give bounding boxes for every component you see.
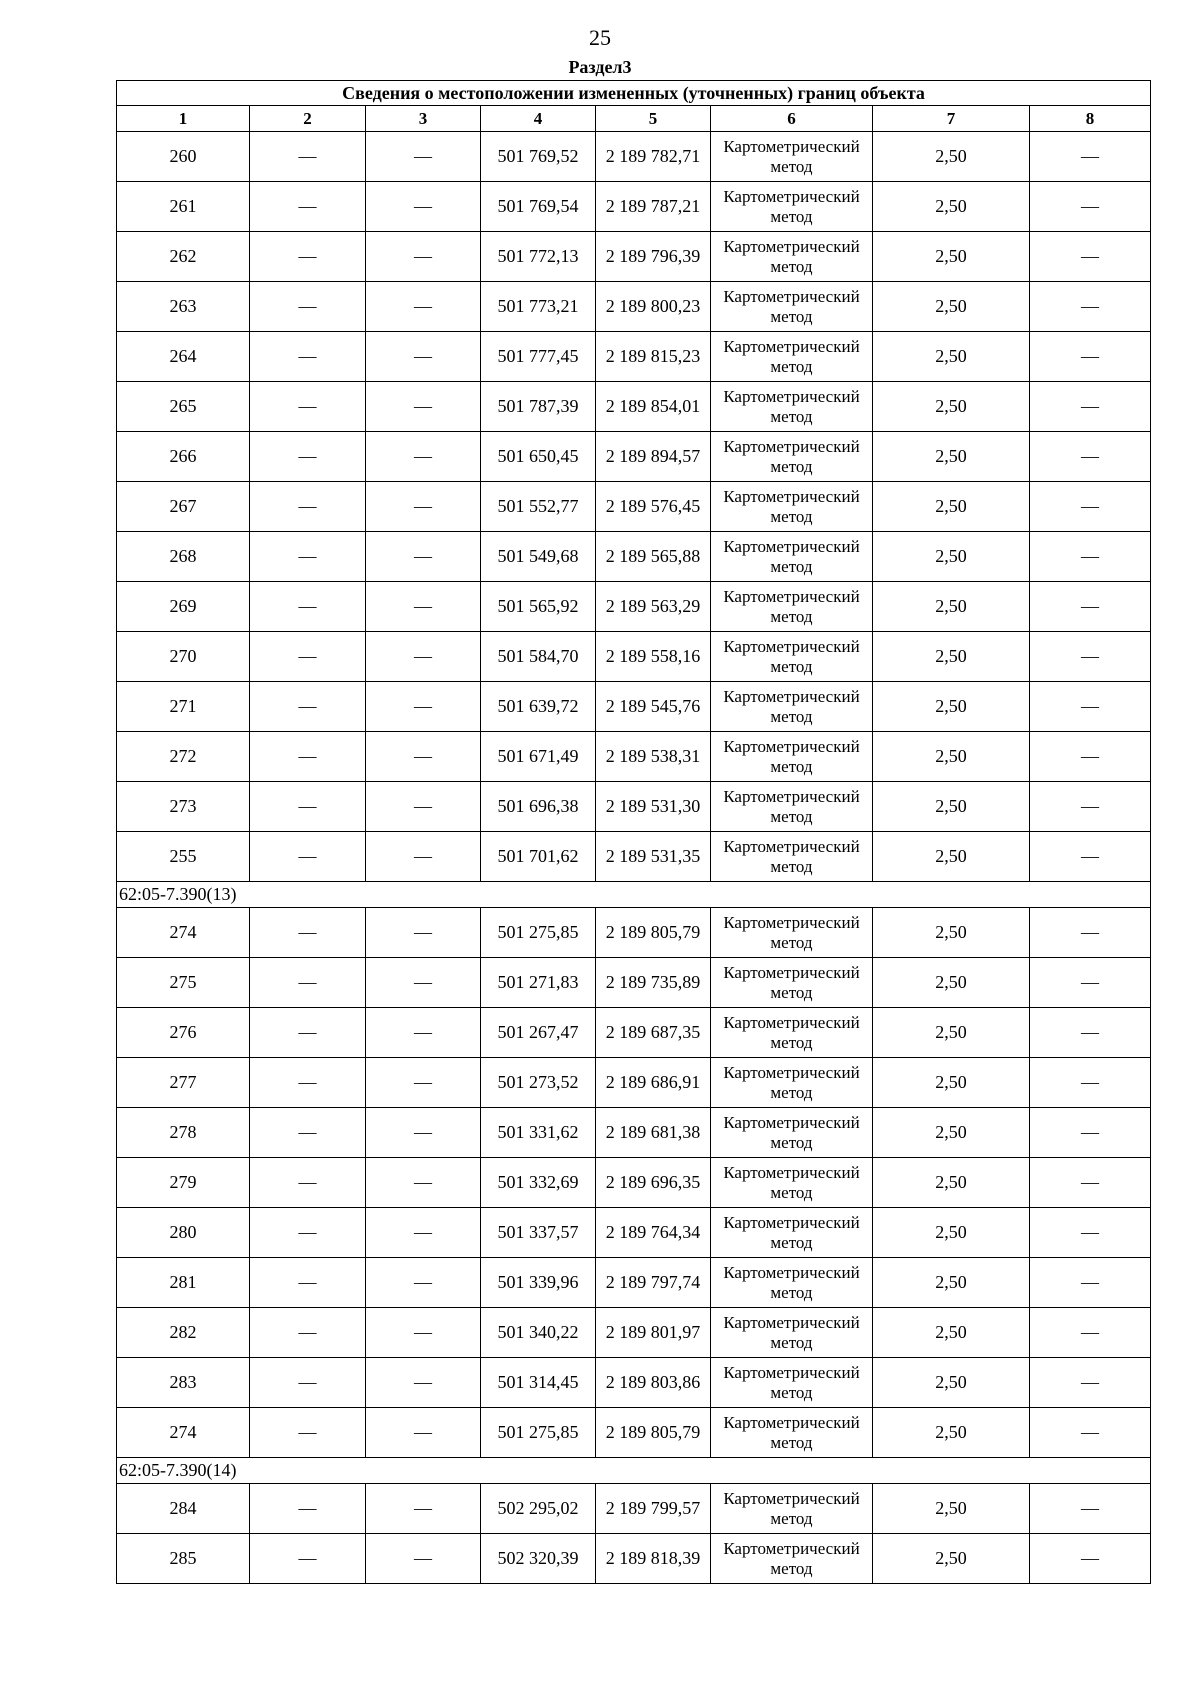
col8-cell: — xyxy=(1030,908,1151,958)
x-coordinate-cell: 501 271,83 xyxy=(481,958,596,1008)
accuracy-cell: 2,50 xyxy=(873,332,1030,382)
col8-cell: — xyxy=(1030,232,1151,282)
table-row xyxy=(117,782,1151,832)
y-coordinate-cell: 2 189 558,16 xyxy=(596,632,711,682)
method-cell: Картометрический метод xyxy=(711,182,873,232)
table-row xyxy=(117,832,1151,882)
accuracy-cell: 2,50 xyxy=(873,1258,1030,1308)
col3-cell: — xyxy=(366,382,481,432)
x-coordinate-cell: 501 696,38 xyxy=(481,782,596,832)
table-row xyxy=(117,132,1151,182)
x-coordinate-cell: 501 769,52 xyxy=(481,132,596,182)
column-number: 3 xyxy=(366,106,481,132)
x-coordinate-cell: 501 584,70 xyxy=(481,632,596,682)
y-coordinate-cell: 2 189 805,79 xyxy=(596,1408,711,1458)
table-caption: Сведения о местоположении измененных (уточненных) границ объекта xyxy=(117,81,1151,106)
y-coordinate-cell: 2 189 696,35 xyxy=(596,1158,711,1208)
col3-cell: — xyxy=(366,1258,481,1308)
x-coordinate-cell: 501 701,62 xyxy=(481,832,596,882)
method-cell: Картометрический метод xyxy=(711,908,873,958)
col3-cell: — xyxy=(366,958,481,1008)
col3-cell: — xyxy=(366,482,481,532)
point-number-cell: 275 xyxy=(117,958,250,1008)
col2-cell: — xyxy=(250,232,366,282)
col2-cell: — xyxy=(250,908,366,958)
point-number-cell: 255 xyxy=(117,832,250,882)
method-cell: Картометрический метод xyxy=(711,582,873,632)
table-row xyxy=(117,432,1151,482)
y-coordinate-cell: 2 189 576,45 xyxy=(596,482,711,532)
col8-cell: — xyxy=(1030,1008,1151,1058)
method-cell: Картометрический метод xyxy=(711,1308,873,1358)
col3-cell: — xyxy=(366,1208,481,1258)
y-coordinate-cell: 2 189 799,57 xyxy=(596,1484,711,1534)
x-coordinate-cell: 501 332,69 xyxy=(481,1158,596,1208)
col2-cell: — xyxy=(250,1208,366,1258)
column-number: 1 xyxy=(117,106,250,132)
method-cell: Картометрический метод xyxy=(711,482,873,532)
method-cell: Картометрический метод xyxy=(711,1408,873,1458)
col3-cell: — xyxy=(366,1308,481,1358)
y-coordinate-cell: 2 189 796,39 xyxy=(596,232,711,282)
point-number-cell: 285 xyxy=(117,1534,250,1584)
x-coordinate-cell: 501 639,72 xyxy=(481,682,596,732)
col8-cell: — xyxy=(1030,1484,1151,1534)
y-coordinate-cell: 2 189 687,35 xyxy=(596,1008,711,1058)
method-cell: Картометрический метод xyxy=(711,1484,873,1534)
col2-cell: — xyxy=(250,958,366,1008)
col8-cell: — xyxy=(1030,432,1151,482)
col2-cell: — xyxy=(250,182,366,232)
point-number-cell: 274 xyxy=(117,1408,250,1458)
table-row xyxy=(117,1484,1151,1534)
y-coordinate-cell: 2 189 801,97 xyxy=(596,1308,711,1358)
method-cell: Картометрический метод xyxy=(711,832,873,882)
col3-cell: — xyxy=(366,1484,481,1534)
column-number: 4 xyxy=(481,106,596,132)
col2-cell: — xyxy=(250,332,366,382)
col8-cell: — xyxy=(1030,382,1151,432)
column-number: 7 xyxy=(873,106,1030,132)
col3-cell: — xyxy=(366,432,481,482)
method-cell: Картометрический метод xyxy=(711,282,873,332)
col2-cell: — xyxy=(250,782,366,832)
col8-cell: — xyxy=(1030,682,1151,732)
point-number-cell: 268 xyxy=(117,532,250,582)
col3-cell: — xyxy=(366,1408,481,1458)
section-title: Раздел3 xyxy=(568,57,632,77)
point-number-cell: 281 xyxy=(117,1258,250,1308)
table-row xyxy=(117,1058,1151,1108)
col8-cell: — xyxy=(1030,1308,1151,1358)
col2-cell: — xyxy=(250,1408,366,1458)
method-cell: Картометрический метод xyxy=(711,632,873,682)
point-number-cell: 263 xyxy=(117,282,250,332)
point-number-cell: 260 xyxy=(117,132,250,182)
method-cell: Картометрический метод xyxy=(711,1358,873,1408)
y-coordinate-cell: 2 189 735,89 xyxy=(596,958,711,1008)
accuracy-cell: 2,50 xyxy=(873,1208,1030,1258)
column-number: 2 xyxy=(250,106,366,132)
table-row xyxy=(117,1008,1151,1058)
column-number: 5 xyxy=(596,106,711,132)
point-number-cell: 269 xyxy=(117,582,250,632)
col2-cell: — xyxy=(250,1358,366,1408)
table-row xyxy=(117,1258,1151,1308)
col3-cell: — xyxy=(366,908,481,958)
page-number: 25 xyxy=(589,25,611,50)
table-row xyxy=(117,1534,1151,1584)
col2-cell: — xyxy=(250,1108,366,1158)
col3-cell: — xyxy=(366,732,481,782)
col2-cell: — xyxy=(250,532,366,582)
accuracy-cell: 2,50 xyxy=(873,232,1030,282)
y-coordinate-cell: 2 189 854,01 xyxy=(596,382,711,432)
point-number-cell: 261 xyxy=(117,182,250,232)
table-row xyxy=(117,1358,1151,1408)
group-label: 62:05-7.390(13) xyxy=(117,882,1151,908)
x-coordinate-cell: 501 339,96 xyxy=(481,1258,596,1308)
col8-cell: — xyxy=(1030,1358,1151,1408)
col3-cell: — xyxy=(366,582,481,632)
group-header-row xyxy=(117,882,1151,908)
col8-cell: — xyxy=(1030,1108,1151,1158)
accuracy-cell: 2,50 xyxy=(873,432,1030,482)
x-coordinate-cell: 501 331,62 xyxy=(481,1108,596,1158)
point-number-cell: 271 xyxy=(117,682,250,732)
col2-cell: — xyxy=(250,832,366,882)
x-coordinate-cell: 501 772,13 xyxy=(481,232,596,282)
col2-cell: — xyxy=(250,1008,366,1058)
y-coordinate-cell: 2 189 803,86 xyxy=(596,1358,711,1408)
column-number: 8 xyxy=(1030,106,1151,132)
col2-cell: — xyxy=(250,582,366,632)
col8-cell: — xyxy=(1030,1534,1151,1584)
y-coordinate-cell: 2 189 531,30 xyxy=(596,782,711,832)
group-header-row xyxy=(117,1458,1151,1484)
y-coordinate-cell: 2 189 797,74 xyxy=(596,1258,711,1308)
table-row xyxy=(117,1108,1151,1158)
y-coordinate-cell: 2 189 565,88 xyxy=(596,532,711,582)
table-row xyxy=(117,532,1151,582)
method-cell: Картометрический метод xyxy=(711,382,873,432)
x-coordinate-cell: 501 773,21 xyxy=(481,282,596,332)
accuracy-cell: 2,50 xyxy=(873,782,1030,832)
accuracy-cell: 2,50 xyxy=(873,1408,1030,1458)
x-coordinate-cell: 501 552,77 xyxy=(481,482,596,532)
x-coordinate-cell: 501 650,45 xyxy=(481,432,596,482)
method-cell: Картометрический метод xyxy=(711,132,873,182)
method-cell: Картометрический метод xyxy=(711,1258,873,1308)
x-coordinate-cell: 502 295,02 xyxy=(481,1484,596,1534)
col3-cell: — xyxy=(366,832,481,882)
col8-cell: — xyxy=(1030,182,1151,232)
y-coordinate-cell: 2 189 538,31 xyxy=(596,732,711,782)
boundary-coordinates-table xyxy=(116,80,1151,1584)
accuracy-cell: 2,50 xyxy=(873,482,1030,532)
accuracy-cell: 2,50 xyxy=(873,1108,1030,1158)
col8-cell: — xyxy=(1030,282,1151,332)
col2-cell: — xyxy=(250,1058,366,1108)
method-cell: Картометрический метод xyxy=(711,1158,873,1208)
accuracy-cell: 2,50 xyxy=(873,1008,1030,1058)
accuracy-cell: 2,50 xyxy=(873,182,1030,232)
col8-cell: — xyxy=(1030,132,1151,182)
point-number-cell: 273 xyxy=(117,782,250,832)
col8-cell: — xyxy=(1030,532,1151,582)
col3-cell: — xyxy=(366,1108,481,1158)
method-cell: Картометрический метод xyxy=(711,232,873,282)
table-row xyxy=(117,1158,1151,1208)
col2-cell: — xyxy=(250,632,366,682)
y-coordinate-cell: 2 189 764,34 xyxy=(596,1208,711,1258)
col8-cell: — xyxy=(1030,732,1151,782)
method-cell: Картометрический метод xyxy=(711,532,873,582)
y-coordinate-cell: 2 189 805,79 xyxy=(596,908,711,958)
method-cell: Картометрический метод xyxy=(711,732,873,782)
x-coordinate-cell: 501 769,54 xyxy=(481,182,596,232)
col2-cell: — xyxy=(250,732,366,782)
col8-cell: — xyxy=(1030,1158,1151,1208)
col8-cell: — xyxy=(1030,1058,1151,1108)
x-coordinate-cell: 501 787,39 xyxy=(481,382,596,432)
accuracy-cell: 2,50 xyxy=(873,1534,1030,1584)
y-coordinate-cell: 2 189 800,23 xyxy=(596,282,711,332)
point-number-cell: 283 xyxy=(117,1358,250,1408)
group-label: 62:05-7.390(14) xyxy=(117,1458,1151,1484)
col3-cell: — xyxy=(366,632,481,682)
point-number-cell: 262 xyxy=(117,232,250,282)
method-cell: Картометрический метод xyxy=(711,1008,873,1058)
col8-cell: — xyxy=(1030,582,1151,632)
col8-cell: — xyxy=(1030,782,1151,832)
col3-cell: — xyxy=(366,1534,481,1584)
method-cell: Картометрический метод xyxy=(711,1208,873,1258)
x-coordinate-cell: 501 273,52 xyxy=(481,1058,596,1108)
y-coordinate-cell: 2 189 531,35 xyxy=(596,832,711,882)
col3-cell: — xyxy=(366,1358,481,1408)
method-cell: Картометрический метод xyxy=(711,1058,873,1108)
accuracy-cell: 2,50 xyxy=(873,1058,1030,1108)
method-cell: Картометрический метод xyxy=(711,332,873,382)
col3-cell: — xyxy=(366,132,481,182)
table-row xyxy=(117,182,1151,232)
accuracy-cell: 2,50 xyxy=(873,1358,1030,1408)
accuracy-cell: 2,50 xyxy=(873,682,1030,732)
point-number-cell: 272 xyxy=(117,732,250,782)
table-row xyxy=(117,382,1151,432)
y-coordinate-cell: 2 189 545,76 xyxy=(596,682,711,732)
x-coordinate-cell: 501 565,92 xyxy=(481,582,596,632)
accuracy-cell: 2,50 xyxy=(873,1308,1030,1358)
x-coordinate-cell: 501 275,85 xyxy=(481,908,596,958)
col3-cell: — xyxy=(366,1158,481,1208)
point-number-cell: 280 xyxy=(117,1208,250,1258)
col8-cell: — xyxy=(1030,332,1151,382)
point-number-cell: 276 xyxy=(117,1008,250,1058)
y-coordinate-cell: 2 189 681,38 xyxy=(596,1108,711,1158)
col3-cell: — xyxy=(366,682,481,732)
accuracy-cell: 2,50 xyxy=(873,132,1030,182)
y-coordinate-cell: 2 189 815,23 xyxy=(596,332,711,382)
col3-cell: — xyxy=(366,232,481,282)
table-row xyxy=(117,332,1151,382)
y-coordinate-cell: 2 189 782,71 xyxy=(596,132,711,182)
method-cell: Картометрический метод xyxy=(711,958,873,1008)
table-row xyxy=(117,908,1151,958)
x-coordinate-cell: 502 320,39 xyxy=(481,1534,596,1584)
accuracy-cell: 2,50 xyxy=(873,732,1030,782)
column-number-row xyxy=(117,106,1151,132)
table-row xyxy=(117,582,1151,632)
col2-cell: — xyxy=(250,682,366,732)
point-number-cell: 284 xyxy=(117,1484,250,1534)
accuracy-cell: 2,50 xyxy=(873,382,1030,432)
y-coordinate-cell: 2 189 686,91 xyxy=(596,1058,711,1108)
table-body xyxy=(117,132,1151,1584)
x-coordinate-cell: 501 275,85 xyxy=(481,1408,596,1458)
x-coordinate-cell: 501 267,47 xyxy=(481,1008,596,1058)
col2-cell: — xyxy=(250,132,366,182)
accuracy-cell: 2,50 xyxy=(873,908,1030,958)
col2-cell: — xyxy=(250,482,366,532)
col3-cell: — xyxy=(366,282,481,332)
table-row xyxy=(117,1208,1151,1258)
y-coordinate-cell: 2 189 894,57 xyxy=(596,432,711,482)
accuracy-cell: 2,50 xyxy=(873,632,1030,682)
method-cell: Картометрический метод xyxy=(711,682,873,732)
col3-cell: — xyxy=(366,532,481,582)
point-number-cell: 266 xyxy=(117,432,250,482)
column-number: 6 xyxy=(711,106,873,132)
col2-cell: — xyxy=(250,1158,366,1208)
table-row xyxy=(117,958,1151,1008)
x-coordinate-cell: 501 340,22 xyxy=(481,1308,596,1358)
table-caption-row xyxy=(117,81,1151,106)
table-row xyxy=(117,282,1151,332)
accuracy-cell: 2,50 xyxy=(873,282,1030,332)
col8-cell: — xyxy=(1030,832,1151,882)
col8-cell: — xyxy=(1030,632,1151,682)
table-row xyxy=(117,1408,1151,1458)
point-number-cell: 264 xyxy=(117,332,250,382)
col8-cell: — xyxy=(1030,1208,1151,1258)
y-coordinate-cell: 2 189 563,29 xyxy=(596,582,711,632)
x-coordinate-cell: 501 337,57 xyxy=(481,1208,596,1258)
col8-cell: — xyxy=(1030,1258,1151,1308)
point-number-cell: 277 xyxy=(117,1058,250,1108)
col8-cell: — xyxy=(1030,958,1151,1008)
table-row xyxy=(117,1308,1151,1358)
col8-cell: — xyxy=(1030,482,1151,532)
method-cell: Картометрический метод xyxy=(711,432,873,482)
col3-cell: — xyxy=(366,182,481,232)
col2-cell: — xyxy=(250,432,366,482)
point-number-cell: 282 xyxy=(117,1308,250,1358)
x-coordinate-cell: 501 549,68 xyxy=(481,532,596,582)
col3-cell: — xyxy=(366,782,481,832)
x-coordinate-cell: 501 777,45 xyxy=(481,332,596,382)
table-row xyxy=(117,732,1151,782)
point-number-cell: 265 xyxy=(117,382,250,432)
method-cell: Картометрический метод xyxy=(711,1108,873,1158)
point-number-cell: 279 xyxy=(117,1158,250,1208)
accuracy-cell: 2,50 xyxy=(873,832,1030,882)
table-row xyxy=(117,482,1151,532)
table-row xyxy=(117,632,1151,682)
y-coordinate-cell: 2 189 787,21 xyxy=(596,182,711,232)
accuracy-cell: 2,50 xyxy=(873,1484,1030,1534)
col2-cell: — xyxy=(250,1308,366,1358)
point-number-cell: 267 xyxy=(117,482,250,532)
col2-cell: — xyxy=(250,1534,366,1584)
y-coordinate-cell: 2 189 818,39 xyxy=(596,1534,711,1584)
method-cell: Картометрический метод xyxy=(711,782,873,832)
accuracy-cell: 2,50 xyxy=(873,532,1030,582)
col2-cell: — xyxy=(250,382,366,432)
col3-cell: — xyxy=(366,1058,481,1108)
col2-cell: — xyxy=(250,1258,366,1308)
table-row xyxy=(117,682,1151,732)
col8-cell: — xyxy=(1030,1408,1151,1458)
method-cell: Картометрический метод xyxy=(711,1534,873,1584)
accuracy-cell: 2,50 xyxy=(873,582,1030,632)
point-number-cell: 278 xyxy=(117,1108,250,1158)
col3-cell: — xyxy=(366,332,481,382)
x-coordinate-cell: 501 314,45 xyxy=(481,1358,596,1408)
accuracy-cell: 2,50 xyxy=(873,1158,1030,1208)
x-coordinate-cell: 501 671,49 xyxy=(481,732,596,782)
col3-cell: — xyxy=(366,1008,481,1058)
col2-cell: — xyxy=(250,1484,366,1534)
table-row xyxy=(117,232,1151,282)
col2-cell: — xyxy=(250,282,366,332)
point-number-cell: 274 xyxy=(117,908,250,958)
point-number-cell: 270 xyxy=(117,632,250,682)
accuracy-cell: 2,50 xyxy=(873,958,1030,1008)
